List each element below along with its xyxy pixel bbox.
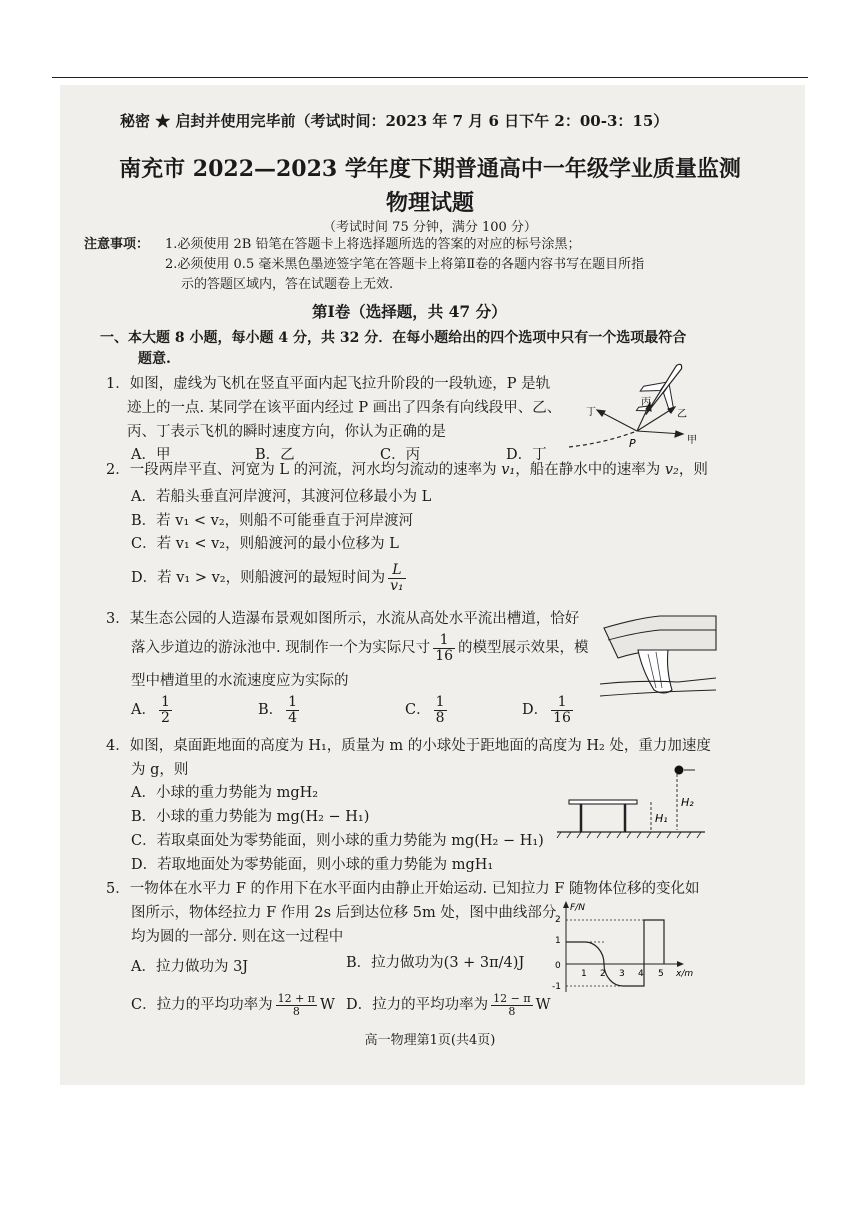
y-tick-1: 1 [555,936,561,946]
q2-option-a: A．若船头垂直河岸渡河，其渡河位移最小为 L [131,489,432,505]
q3-waterfall-figure [598,610,718,702]
q5-option-a: A．拉力做功为 3J [131,959,249,975]
option-unit: J [518,955,525,971]
q4-option-b: B．小球的重力势能为 mg(H₂ − H₁) [131,809,370,825]
q1-option-c: C．丙 [380,447,421,463]
y-axis-label: F/N [570,903,585,913]
q2-stem-a: 2．一段两岸平直、河宽为 L 的河流，河水均匀流动的速率为 [106,462,502,478]
q2-v2: v₂ [664,462,679,478]
label-ding: 丁 [586,407,596,418]
label-h1: H₁ [655,812,668,825]
y-tick-0: 0 [555,961,561,971]
label-p: P [629,437,636,450]
option-expression: (3 + 3π/4) [443,955,519,971]
q4-option-c: C．若取桌面处为零势能面，则小球的重力势能为 mg(H₂ − H₁) [131,833,544,849]
x-axis-arrow [677,961,684,967]
q3-option-d [522,690,576,730]
option-unit: W [535,997,551,1013]
y-tick-neg1: -1 [552,982,561,992]
option-fraction [276,993,317,1018]
notice-item-2a: 2.必须使用 0.5 毫米黑色墨迹签字笔在答题卡上将第Ⅱ卷的各题内容书写在题目所指 [165,257,645,272]
water-stream [638,650,672,693]
q2-option-d [131,558,409,598]
top-rule [52,77,808,78]
fraction-numerator: 1 [551,695,573,711]
option-label: B． [258,702,284,718]
fraction-denominator: 16 [435,647,454,664]
q1-option-b: B．乙 [255,447,295,463]
q2-stem [106,461,708,479]
q5-option-c [131,985,335,1025]
volume-title: 第Ⅰ卷（选择题，共 47 分） [312,302,507,321]
fraction-numerator: 12 + π [277,991,316,1005]
section-instructions-2: 题意. [138,351,171,367]
option-unit: W [320,997,335,1013]
q3-scale-fraction [433,633,455,664]
x-tick-3: 3 [619,969,625,979]
fraction-denominator: 8 [435,709,445,726]
q4-line2: 为 g，则 [131,762,189,778]
x-tick-2: 2 [600,969,606,979]
fraction-numerator: L [388,563,406,579]
label-bing: 丙 [641,397,651,408]
fraction-numerator: 12 − π [493,991,531,1005]
q3-line3: 型中槽道里的水流速度应为实际的 [131,673,349,689]
q5-line3: 均为圆的一部分. 则在这一过程中 [131,929,344,945]
option-text: D．拉力的平均功率为 [346,997,489,1013]
label-jia: 甲 [687,435,697,446]
q5-option-d [346,985,550,1025]
option-fraction [286,695,299,726]
q1-airplane-figure [565,355,715,455]
q1-line1: 1．如图，虚线为飞机在竖直平面内起飞拉升阶段的一段轨迹，P 是轨 [106,376,551,392]
q5-line2: 图所示，物体经拉力 F 作用 2s 后到达位移 5m 处，图中曲线部分 [131,905,557,921]
q3-option-b [258,690,302,730]
q4-table-ball-figure [555,762,715,842]
table-top [569,800,637,804]
option-fraction [551,695,573,726]
fraction-numerator: 1 [433,633,455,649]
x-tick-4: 4 [638,969,644,979]
notice-item-2b: 示的答题区域内，答在试题卷上无效. [181,277,394,292]
option-label: C． [405,702,431,718]
label-h2: H₂ [681,796,694,809]
fraction-denominator: 8 [292,1004,300,1018]
q5-force-displacement-graph [548,898,708,998]
q2-stem-c: ，则 [678,462,708,478]
ground-hatching [557,832,701,838]
section-instructions: 一、本大题 8 小题，每小题 4 分，共 32 分．在每小题给出的四个选项中只有一个选项最符合 [100,330,687,346]
q3-option-c [405,690,450,730]
fraction-numerator: 1 [160,693,170,710]
q5-option-b [346,943,524,983]
option-label: D． [522,702,549,718]
label-yi: 乙 [677,409,687,420]
notice-label: 注意事项： [84,237,150,252]
q1-line3: 丙、丁表示飞机的瞬时速度方向，你认为正确的是 [127,424,446,440]
fraction-numerator: 1 [435,693,445,710]
option-text: C．拉力的平均功率为 [131,997,273,1013]
q2-option-b: B．若 v₁ < v₂，则船不可能垂直于河岸渡河 [131,513,414,529]
q2-option-d-text: D．若 v₁ > v₂，则船渡河的最短时间为 [131,570,386,586]
q1-option-d: D．丁 [506,447,547,463]
option-text: B．拉力做功为 [346,955,444,971]
q4-option-d: D．若取地面处为零势能面，则小球的重力势能为 mgH₁ [131,857,494,873]
trajectory-dashed-line [569,431,637,447]
exam-info: （考试时间 75 分钟，满分 100 分） [323,220,537,235]
q4-line1: 4．如图，桌面距地面的高度为 H₁，质量为 m 的小球处于距地面的高度为 H₂ 处，重力加速度 [106,738,711,754]
q3-option-a [131,690,175,730]
fraction-denominator: 2 [160,709,170,726]
fraction-denominator: 8 [508,1004,516,1018]
q2-option-c: C．若 v₁ < v₂，则船渡河的最小位移为 L [131,536,399,552]
option-fraction [491,993,532,1018]
q1-line2: 迹上的一点. 某同学在该平面内经过 P 画出了四条有向线段甲、乙、 [127,400,562,416]
arrowhead-jia [675,431,683,437]
fraction-denominator: 16 [553,709,571,726]
q1-option-a: A．甲 [131,447,171,463]
q4-option-a: A．小球的重力势能为 mgH₂ [131,785,319,801]
notice-item-1: 1.必须使用 2B 铅笔在答题卡上将选择题所选的答案的对应的标号涂黑； [165,237,581,252]
option-fraction [434,695,447,726]
arrowhead-ding [597,410,605,416]
q2-stem-b: ，船在静水中的速率为 [515,462,665,478]
q3-line1: 3．某生态公园的人造瀑布景观如图所示，水流从高处水平流出槽道，恰好 [106,611,580,627]
page-footer: 高一物理第1页(共4页) [364,1033,496,1048]
x-tick-5: 5 [658,969,664,979]
option-label: A． [131,702,156,718]
y-tick-2: 2 [555,915,561,925]
ball [675,766,684,775]
y-axis-arrow [563,901,569,908]
q3-line2-pre: 落入步道边的游泳池中. 现制作一个为实际尺寸 [131,640,431,656]
subject-title: 物理试题 [385,190,474,216]
q2-v1: v₁ [501,462,516,478]
fraction-denominator: v₁ [390,577,404,594]
secret-line: 秘密 ★ 启封并使用完毕前（考试时间：2023 年 7 月 6 日下午 2：00-3：15） [120,112,669,130]
x-tick-1: 1 [581,969,587,979]
exam-title: 南充市 2022—2023 学年度下期普通高中一年级学业质量监测 [119,156,741,182]
option-fraction [159,695,172,726]
q5-line1: 5．一物体在水平力 F 的作用下在水平面内由静止开始运动. 已知拉力 F 随物体位移的变化如 [106,881,700,897]
q3-line2-post: 的模型展示效果，模 [458,640,589,656]
q3-line2 [131,628,589,668]
fraction-denominator: 4 [288,709,298,726]
q2-option-d-fraction [388,563,406,594]
fraction-numerator: 1 [288,693,298,710]
x-axis-label: x/m [676,969,694,979]
